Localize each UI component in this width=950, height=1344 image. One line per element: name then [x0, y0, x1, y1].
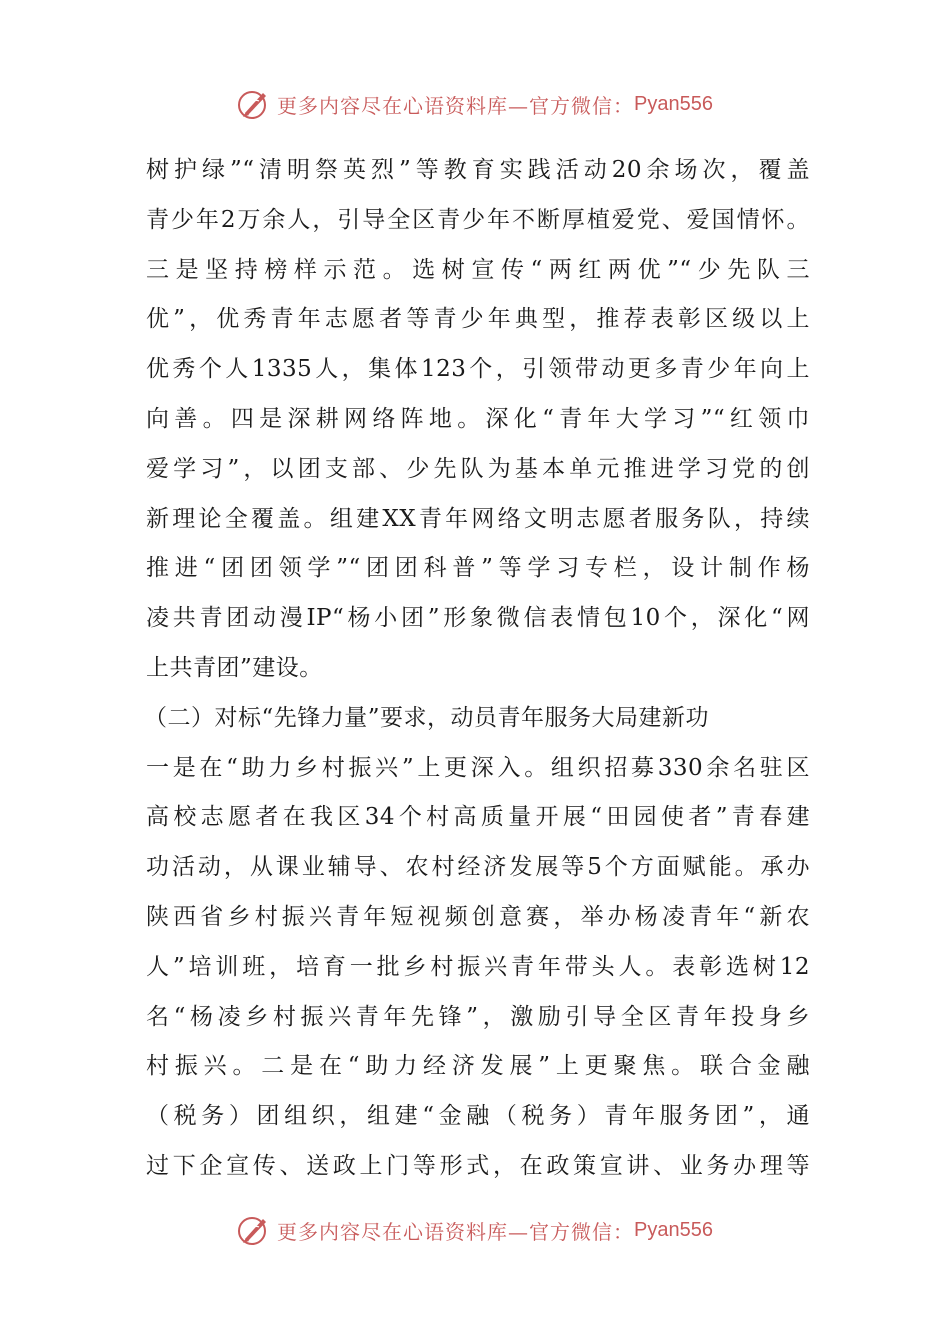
text-line: 高校志愿者在我区34个村高质量开展“田园使者”青春建	[146, 804, 810, 831]
text-line: 青少年2万余人，引导全区青少年不断厚植爱党、爱国情怀。	[146, 206, 810, 233]
text-line: 名“杨凌乡村振兴青年先锋”，激励引导全区青年投身乡	[146, 1003, 810, 1030]
text-line: 陕西省乡村振兴青年短视频创意赛，举办杨凌青年“新农	[146, 903, 810, 930]
text-line: （税务）团组织，组建“金融（税务）青年服务团”，通	[146, 1103, 810, 1130]
text-line: 过下企宣传、送政上门等形式，在政策宣讲、业务办理等	[146, 1152, 810, 1179]
text-line: 一是在“助力乡村振兴”上更深入。组织招募330余名驻区	[146, 754, 810, 781]
watermark-text: 更多内容尽在心语资料库—官方微信：	[277, 1219, 635, 1244]
text-line: 功活动，从课业辅导、农村经济发展等5个方面赋能。承办	[146, 854, 810, 881]
quill-logo-icon	[237, 1213, 271, 1247]
text-line: 村振兴。二是在“助力经济发展”上更聚焦。联合金融	[146, 1053, 810, 1080]
text-line: 凌共青团动漫IP“杨小团”形象微信表情包10个，深化“网	[146, 605, 810, 632]
text-line: 树护绿”“清明祭英烈”等教育实践活动20余场次，覆盖	[146, 157, 810, 183]
text-line: 推进“团团领学”“团团科普”等学习专栏，设计制作杨	[146, 555, 810, 582]
text-line: 人”培训班，培育一批乡村振兴青年带头人。表彰选树12	[146, 953, 810, 980]
text-line: 优”，优秀青年志愿者等青少年典型，推荐表彰区级以上	[146, 306, 810, 333]
document-body	[146, 146, 810, 1192]
watermark-wechat-id: Pyan556	[634, 1218, 713, 1241]
watermark-text: 更多内容尽在心语资料库—官方微信：	[277, 93, 635, 118]
quill-logo-icon	[237, 87, 271, 121]
watermark-wechat-id: Pyan556	[634, 92, 713, 115]
text-line: 向善。四是深耕网络阵地。深化“青年大学习”“红领巾	[146, 405, 810, 432]
text-line: 新理论全覆盖。组建XX青年网络文明志愿者服务队，持续	[146, 505, 810, 532]
header-watermark	[0, 84, 950, 124]
text-line: 优秀个人1335人，集体123个，引领带动更多青少年向上	[146, 356, 810, 383]
section-heading: （二）对标“先锋力量”要求，动员青年服务大局建新功	[144, 704, 710, 731]
footer-watermark	[0, 1210, 950, 1250]
text-line: 三是坚持榜样示范。选树宣传“两红两优”“少先队三	[146, 256, 810, 283]
text-line: 爱学习”，以团支部、少先队为基本单元推进学习党的创	[146, 455, 810, 482]
text-line: 上共青团”建设。	[146, 654, 323, 681]
